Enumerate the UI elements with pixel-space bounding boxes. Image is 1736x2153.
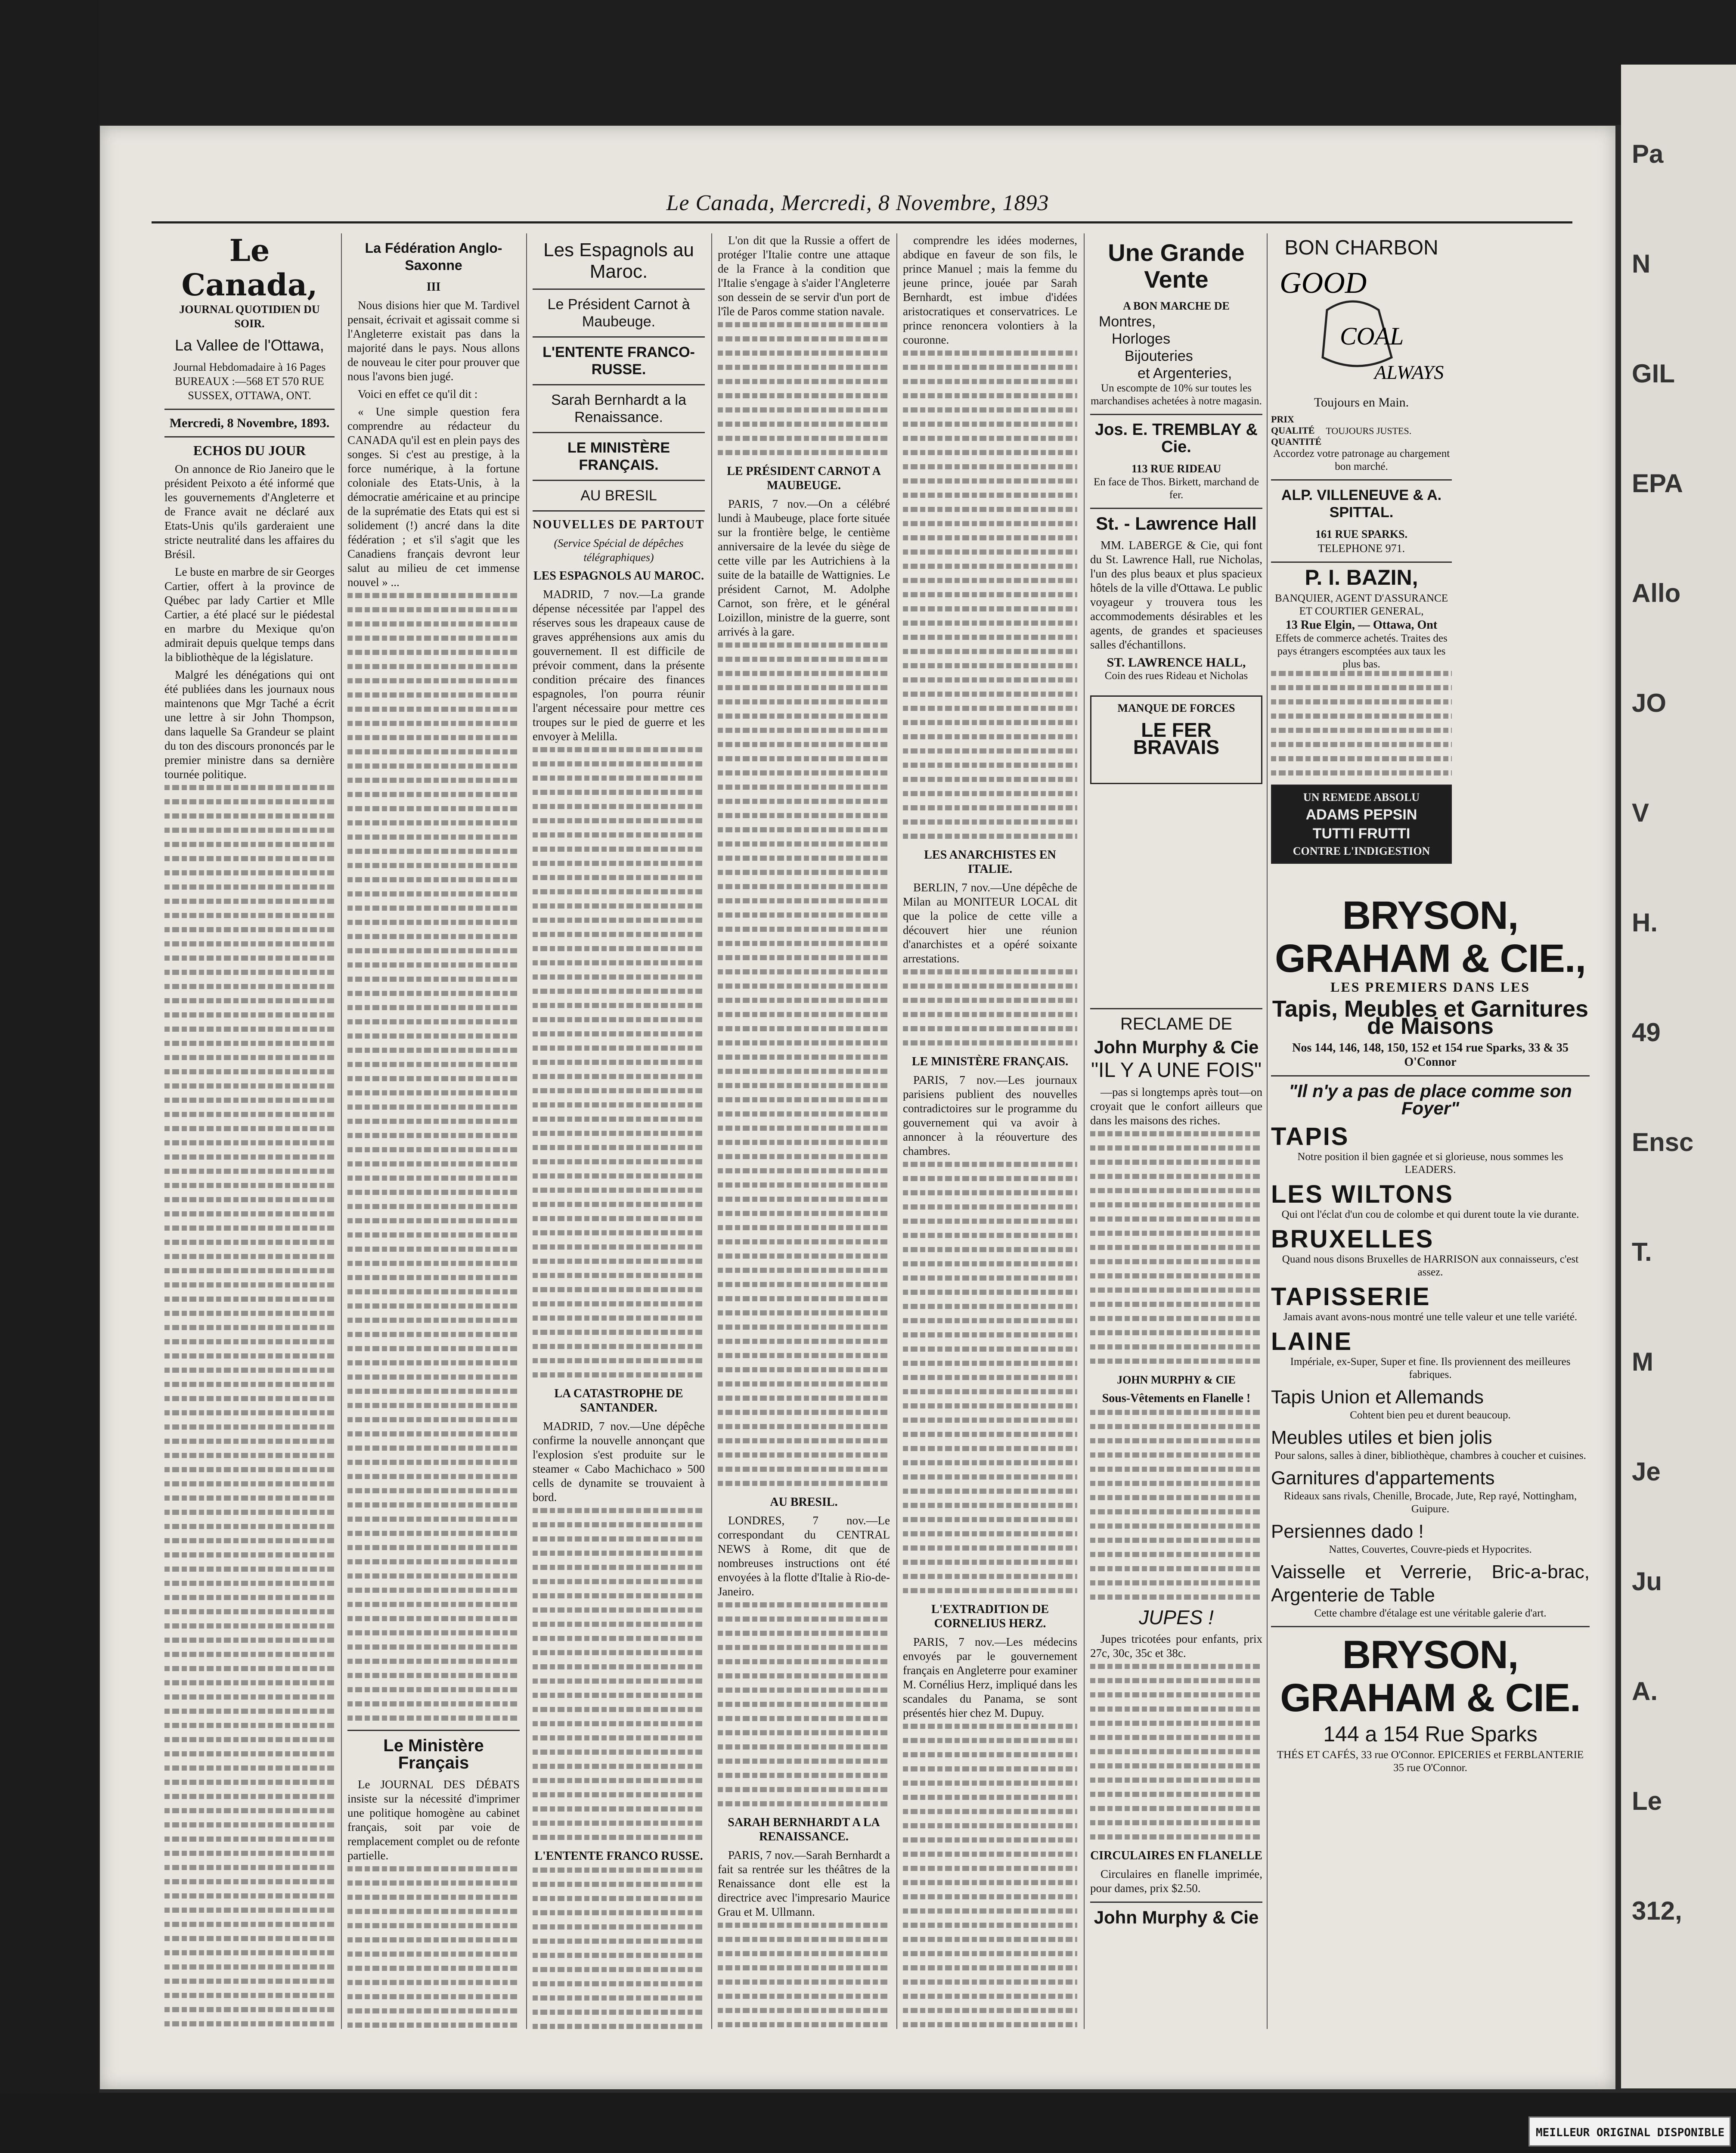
ad-address: Coin des rues Rideau et Nicholas <box>1104 670 1248 682</box>
adjacent-page-fragment: H. <box>1632 908 1658 937</box>
ad-list-item: Bijouteries <box>1125 348 1193 364</box>
coal-lettering: COAL <box>1340 322 1404 350</box>
ad-note: Accordez votre patronage au chargement bon marché. <box>1273 448 1450 472</box>
bryson-item-text: Qui ont l'éclat d'un cou de colombe et qui durent toute la vie durante. <box>1281 1209 1579 1220</box>
adjacent-page-fragment: EPA <box>1632 469 1683 498</box>
ad-company: John Murphy & Cie <box>1094 1907 1259 1927</box>
ad-subheading: BANQUIER, AGENT D'ASSURANCE ET COURTIER GENERAL, <box>1275 593 1448 617</box>
ad-subheading: LES PREMIERS DANS LES <box>1330 979 1530 995</box>
section-heading: SARAH BERNHARDT A LA RENAISSANCE. <box>728 1816 880 1843</box>
ad-headline: RECLAME DE <box>1120 1014 1233 1033</box>
column-7-advertisements <box>1271 233 1590 2033</box>
always-lettering: ALWAYS <box>1374 361 1444 383</box>
illegible-text-block <box>718 322 890 455</box>
ad-company: ST. LAWRENCE HALL, <box>1107 655 1246 670</box>
adjacent-page-fragment: JO <box>1632 689 1667 717</box>
section-heading: LES ESPAGNOLS AU MAROC. <box>533 569 704 583</box>
illegible-text-block <box>903 969 1077 1045</box>
bryson-item-text: Impériale, ex-Super, Super et fine. Ils proviennent des meilleures fabriques. <box>1290 1356 1571 1381</box>
bryson-item-text: Cette chambre d'étalage est une véritable galerie d'art. <box>1314 1607 1547 1619</box>
good-lettering: GOOD <box>1280 267 1367 300</box>
adjacent-page-fragment: Ju <box>1632 1567 1662 1596</box>
article-paragraph: PARIS, 7 nov.—Les journaux parisiens publient des nouvelles contradictoires sur le programme du gouvernement qui va avoir à annoncer à la réouverture des chambres. <box>903 1073 1077 1157</box>
divider <box>1090 1008 1262 1009</box>
divider <box>1090 1902 1262 1903</box>
column-4 <box>718 233 890 2033</box>
film-margin-top <box>0 0 1736 125</box>
quality-stamp: MEILLEUR ORIGINAL DISPONIBLE <box>1528 2116 1731 2147</box>
divider <box>533 289 705 290</box>
adjacent-page-fragments <box>1621 65 1736 1966</box>
adjacent-page-fragment: V <box>1632 798 1649 827</box>
illegible-text-block <box>903 1162 1077 1593</box>
ad-subheading: Toujours en Main. <box>1314 395 1409 410</box>
bryson-headline: BRYSON, GRAHAM & CIE. <box>1280 1633 1581 1720</box>
bryson-item-heading: Vaisselle et Verrerie, Bric-a-brac, Argenterie de Table <box>1271 1561 1590 1606</box>
article-paragraph: « Une simple question fera comprendre au rédacteur du CANADA qu'il est en plein pays des songes. Si c'est au prestige, à la force numérique, à la fortune coloniale des Etats-Unis, à la démocratie américaine et au principe de la suprématie des Etats qui est si solidement (!) ancré dans la dite fédération ; et s'il s'agit que les Canadiens français devront leur salut au milieu de cet immense nouvel » ... <box>347 405 520 589</box>
bryson-item-heading: Tapis Union et Allemands <box>1271 1387 1484 1408</box>
illegible-text-block <box>164 785 335 2033</box>
article-paragraph: L'on dit que la Russie a offert de protéger l'Italie contre une attaque de la France à la condition que l'Italie s'engage à s'aider l'Angleterre son dessein de se servir d'un port de l'île de Paros comme station navale. <box>718 234 890 318</box>
ad-note: En face de Thos. Birkett, marchand de fer. <box>1093 476 1259 501</box>
article-paragraph: BERLIN, 7 nov.—Une dépêche de Milan au MONITEUR LOCAL dit que la police de cette ville a découvert hier une réunion d'anarchistes et a opéré soixante arrestations. <box>903 881 1077 965</box>
article-paragraph: MADRID, 7 nov.—La grande dépense nécessitée par l'appel des réserves sous les drapeaux cause de graves appréhensions aux amis du gouvernement. Il est difficile de prévoir comment, dans la présente condition précaire des finances espagnoles, l'on pourra réunir l'argent nécessaire pour mettre ces troupes sur le pied de guerre et les envoyer à Melilla. <box>533 588 705 743</box>
tagline: JOURNAL QUOTIDIEN DU SOIR. <box>179 303 320 330</box>
ad-headline: St. - Lawrence Hall <box>1096 513 1257 534</box>
bryson-item-text: Cohtent bien peu et durent beaucoup. <box>1350 1409 1511 1421</box>
divider <box>533 480 705 481</box>
article-paragraph: comprendre les idées modernes, abdique en faveur de son fils, le prince Manuel ; mais la femme du jeune prince, jouée par Sarah Bernhardt, est imbue d'idées aristocratiques et conservatrices. Le prince renoncera volontiers à la couronne. <box>903 234 1077 346</box>
divider <box>1271 479 1452 481</box>
illegible-text-block <box>718 642 890 1486</box>
section-heading: AU BRESIL. <box>770 1495 838 1509</box>
ad-slogan: "Il n'y a pas de place comme son Foyer" <box>1289 1081 1572 1118</box>
ad-subheading: CIRCULAIRES EN FLANELLE <box>1090 1849 1262 1862</box>
section-heading: L'ENTENTE FRANCO RUSSE. <box>534 1849 703 1863</box>
divider <box>1090 508 1262 509</box>
column-2 <box>347 233 520 2033</box>
headline: LE MINISTÈRE FRANÇAIS. <box>567 440 670 473</box>
column-divider <box>526 233 527 2029</box>
masthead-rule <box>152 221 1572 223</box>
coal-hand-illustration <box>1271 263 1452 392</box>
ad-headline: TUTTI FRUTTI <box>1312 825 1410 842</box>
article-paragraph: PARIS, 7 nov.—Les médecins envoyés par le gouvernement français en Angleterre pour examiner M. Cornélius Herz, impliqué dans les scandales du Panama, se sont présentés hier chez M. Dupuy. <box>903 1635 1077 1719</box>
price-quality-block <box>1271 414 1452 447</box>
divider <box>1271 562 1452 563</box>
divider <box>1090 414 1262 415</box>
divider <box>533 510 705 512</box>
divider <box>347 1730 520 1731</box>
illegible-text-block <box>1090 1664 1262 1840</box>
adjacent-page-fragment: T. <box>1632 1238 1652 1266</box>
adjacent-page-fragment: 49 <box>1632 1018 1661 1047</box>
section-heading: LA CATASTROPHE DE SANTANDER. <box>554 1387 683 1415</box>
ad-subheading: CONTRE L'INDIGESTION <box>1293 845 1430 857</box>
ad-headline: Tapis, Meubles et Garnitures de Maisons <box>1272 996 1589 1039</box>
article-paragraph: Malgré les dénégations qui ont été publiées dans les journaux nous maintenons que Mgr Taché a écrit une lettre à sir John Thompson, dans laquelle Sa Grandeur se plaint du ton des discours prononcés par le premier ministre dans sa dernière tournée politique. <box>164 668 335 781</box>
adjacent-page-fragment: GIL <box>1632 359 1675 388</box>
divider <box>1271 1626 1590 1627</box>
illegible-text-block <box>347 1866 520 2033</box>
pepsin-ad <box>1271 785 1452 864</box>
adjacent-page-fragment: 312, <box>1632 1896 1682 1925</box>
ad-headline: JUPES ! <box>1139 1606 1214 1629</box>
article-paragraph: Voici en effet ce qu'il dit : <box>358 388 478 400</box>
subtitle: La Vallee de l'Ottawa, <box>175 336 324 354</box>
ad-headline: LE FER BRAVAIS <box>1133 719 1220 758</box>
ad-paragraph: —pas si longtemps après tout—on croyait que le confort ailleurs que dans les maisons des riches. <box>1090 1086 1262 1127</box>
ad-paragraph: Jupes tricotées pour enfants, prix 27c, 30c, 35c et 38c. <box>1090 1632 1262 1660</box>
ad-address: 13 Rue Elgin, — Ottawa, Ont <box>1285 618 1438 632</box>
adjacent-page-fragment: Ensc <box>1632 1128 1694 1157</box>
article-paragraph: Le buste en marbre de sir Georges Cartier, offert à la province de Québec par lady Cartier et Mlle Cartier, a été placé sur le piédestal en marbre du Mexique qu'on admirait depuis quelque temps dans la bibliothèque de la législature. <box>164 565 335 664</box>
column-divider <box>1084 233 1085 2029</box>
bryson-item-list <box>1271 1123 1590 1620</box>
ad-headline: "IL Y A UNE FOIS" <box>1091 1059 1262 1082</box>
adjacent-page-fragment: N <box>1632 249 1651 278</box>
ad-note: Effets de commerce achetés. Traites des pays étrangers escomptées aux taux les plus bas. <box>1275 633 1448 670</box>
ad-subheading: MANQUE DE FORCES <box>1117 702 1235 714</box>
criteria-note: TOUJOURS JUSTES. <box>1326 425 1412 436</box>
criteria-qualite: QUALITÉ <box>1271 425 1315 436</box>
bryson-item-heading: BRUXELLES <box>1271 1225 1434 1253</box>
service-note: (Service Spécial de dépêches télégraphiques) <box>554 537 684 564</box>
ad-subheading: UN REMEDE ABSOLU <box>1303 791 1420 803</box>
article-paragraph: PARIS, 7 nov.—On a célébré lundi à Maubeuge, place forte située sur la frontière belge, le centième anniversaire de la levée du siège de cette ville par les Autrichiens à la suite de la bataille de Wattignies. Le président Carnot, M. Adolphe Carnot, son frère, et le général Loizillon, ministre de la guerre, sont arrivés à la gare. <box>718 497 890 638</box>
ad-signature: JOHN MURPHY & CIE <box>1117 1374 1236 1386</box>
ad-company: P. I. BAZIN, <box>1305 565 1418 589</box>
column-5 <box>903 233 1077 2033</box>
illegible-text-block <box>533 747 705 1377</box>
bureaux: BUREAUX :—568 ET 570 RUE SUSSEX, OTTAWA, ONT. <box>175 375 324 402</box>
bryson-item-heading: LES WILTONS <box>1271 1180 1454 1208</box>
criteria-list <box>1271 414 1321 447</box>
divider <box>1271 1075 1590 1076</box>
ad-company: John Murphy & Cie <box>1094 1037 1259 1057</box>
adjacent-page-fragment: Allo <box>1632 579 1681 608</box>
ad-address: Nos 144, 146, 148, 150, 152 et 154 rue Sparks, 33 & 35 O'Connor <box>1292 1041 1569 1069</box>
article-part: III <box>426 280 441 294</box>
bryson-item-text: Rideaux sans rivals, Chenille, Brocade, Jute, Rep rayé, Nottingham, Guipure. <box>1283 1490 1577 1515</box>
illegible-text-block <box>1090 1410 1262 1600</box>
page-masthead: Le Canada, Mercredi, 8 Novembre, 1893 <box>666 191 1049 215</box>
ad-address: 161 RUE SPARKS. <box>1315 528 1408 540</box>
column-1 <box>164 233 335 2033</box>
film-margin-bottom <box>0 2093 1736 2153</box>
ad-paragraph: MM. LABERGE & Cie, qui font du St. Lawrence Hall, rue Nicholas, l'un des plus beaux et plus spacieux hôtels de la ville d'Ottawa. Le public voyageur y trouvera tous les accommodements désirables et les agents, de grandes et spacieuses salles d'échantillons. <box>1090 539 1262 651</box>
headline: L'ENTENTE FRANCO-RUSSE. <box>542 344 695 378</box>
bryson-item-text: Quand nous disons Bruxelles de HARRISON aux connaisseurs, c'est assez. <box>1282 1253 1579 1278</box>
adjacent-page-fragment: M <box>1632 1347 1653 1376</box>
article-paragraph: PARIS, 7 nov.—Sarah Bernhardt a fait sa rentrée sur les théâtres de la Renaissance dont elle est la directrice avec l'impresario Maurice Grau et M. Ullmann. <box>718 1849 890 1918</box>
bryson-item-heading: TAPISSERIE <box>1271 1283 1431 1311</box>
adjacent-page-fragment: Pa <box>1632 140 1664 168</box>
headline: Les Espagnols au Maroc. <box>543 239 694 282</box>
article-paragraph: MADRID, 7 nov.—Une dépêche confirme la nouvelle annonçant que l'explosion s'est produite sur le steamer « Cabo Machichaco » 500 cells de dynamite se trouvaient à bord. <box>533 1420 705 1504</box>
column-6-advertisements <box>1090 233 1262 2033</box>
headline: AU BRESIL <box>580 487 657 504</box>
ad-headline: BON CHARBON <box>1284 236 1438 259</box>
bryson-headline: BRYSON, GRAHAM & CIE., <box>1275 893 1586 980</box>
ad-footer: THÉS ET CAFÉS, 33 rue O'Connor. EPICERIES et FERBLANTERIE 35 rue O'Connor. <box>1277 1749 1584 1774</box>
column-divider <box>896 233 897 2029</box>
illegible-text-block <box>1090 1131 1262 1364</box>
article-paragraph: Le JOURNAL DES DÉBATS insiste sur la nécessité d'imprimer une politique homogène au cabinet français, soit par voie de remplacement complet ou de refonte partielle. <box>347 1778 520 1862</box>
ad-company: ALP. VILLENEUVE & A. SPITTAL. <box>1281 487 1442 521</box>
bryson-item-heading: TAPIS <box>1271 1123 1349 1151</box>
column-divider <box>711 233 712 2029</box>
ad-list-item: et Argenteries, <box>1138 365 1232 382</box>
ad-list-item: Horloges <box>1112 331 1171 347</box>
fer-bravais-ad <box>1090 695 1262 784</box>
section-heading: NOUVELLES DE PARTOUT <box>533 518 705 531</box>
illegible-text-block <box>903 351 1077 839</box>
divider <box>533 432 705 433</box>
article-paragraph: On annonce de Rio Janeiro que le président Peixoto a été informé que les gouvernements d'Angleterre et de France avait ne déclaré aux Etats-Unis qu'ils garderaient une stricte neutralité dans les affaires du Brésil. <box>164 462 335 561</box>
adjacent-page-fragment: Le <box>1632 1787 1662 1815</box>
bryson-item-text: Jamais avant avons-nous montré une telle valeur et une telle variété. <box>1283 1311 1578 1323</box>
weekly-note: Journal Hebdomadaire à 16 Pages <box>173 361 326 373</box>
adjacent-page-fragment: Je <box>1632 1457 1661 1486</box>
illegible-text-block <box>718 1602 890 1806</box>
article-paragraph: Nous disions hier que M. Tardivel pensait, écrivait et agissait comme si l'Angleterre existait pas dans la majorité dans le pays. Nous allons de nouveau le citer pour prouver que nous l'avons bien jugé. <box>347 299 520 383</box>
headline: Le Président Carnot à Maubeuge. <box>547 296 690 330</box>
ad-paragraph: Circulaires en flanelle imprimée, pour dames, prix $2.50. <box>1090 1868 1262 1895</box>
article-paragraph: LONDRES, 7 nov.—Le correspondant du CENTRAL NEWS à Rome, dit que de nombreuses instructions ont été envoyées à la flotte d'Italie à Rio-de-Janeiro. <box>718 1514 890 1598</box>
ad-note: Un escompte de 10% sur toutes les marchandises achetées à notre magasin. <box>1091 382 1262 407</box>
bryson-item-text: Pour salons, salles à diner, bibliothèque, chambres à coucher et cuisines. <box>1274 1450 1586 1461</box>
ad-address: 144 a 154 Rue Sparks <box>1323 1722 1538 1746</box>
bryson-item-heading: Garnitures d'appartements <box>1271 1467 1495 1489</box>
column-divider <box>341 233 342 2029</box>
divider <box>164 436 335 437</box>
article-title: La Fédération Anglo-Saxonne <box>365 240 502 273</box>
illegible-text-block <box>1271 671 1452 776</box>
section-heading: L'EXTRADITION DE CORNELIUS HERZ. <box>931 1603 1049 1630</box>
section-heading: ECHOS DU JOUR <box>193 443 306 458</box>
coal-ad <box>1271 233 1452 868</box>
divider <box>164 409 335 410</box>
newspaper-title: Le Canada, <box>181 233 318 303</box>
bryson-item-heading: Persiennes dado ! <box>1271 1521 1424 1542</box>
ad-list-item: Montres, <box>1099 313 1156 330</box>
illegible-text-block <box>347 593 520 1721</box>
headline: Sarah Bernhardt a la Renaissance. <box>551 392 686 425</box>
bryson-item-text: Notre position il bien gagnée et si glorieuse, nous sommes les LEADERS. <box>1297 1151 1563 1176</box>
issue-date: Mercredi, 8 Novembre, 1893. <box>169 416 330 430</box>
ad-item-list <box>1090 313 1262 382</box>
divider <box>533 336 705 338</box>
ad-subheading: Sous-Vêtements en Flanelle ! <box>1102 1392 1251 1405</box>
illegible-text-block <box>903 1724 1077 2033</box>
bryson-item-text: Nattes, Couvertes, Couvre-pieds et Hypocrites. <box>1329 1544 1532 1555</box>
bryson-item-heading: LAINE <box>1271 1328 1352 1356</box>
ad-subheading: A BON MARCHE DE <box>1123 300 1230 312</box>
adjacent-page-fragment: A. <box>1632 1677 1658 1706</box>
criteria-quantite: QUANTITÉ <box>1271 436 1322 447</box>
divider <box>533 384 705 385</box>
section-heading: Le Ministère Français <box>383 1736 484 1772</box>
ad-address: 113 RUE RIDEAU <box>1131 462 1221 475</box>
ad-headline: Une Grande Vente <box>1108 239 1245 293</box>
section-heading: LE MINISTÈRE FRANÇAIS. <box>911 1055 1069 1068</box>
illegible-text-block <box>533 1868 705 2033</box>
section-heading: LE PRÉSIDENT CARNOT A MAUBEUGE. <box>727 465 881 492</box>
column-divider <box>1267 233 1268 2029</box>
newspaper-page <box>100 126 1615 2089</box>
adjacent-page-edge <box>1621 65 1736 2088</box>
illegible-text-block <box>533 1508 705 1840</box>
criteria-prix: PRIX <box>1271 414 1294 425</box>
ad-company: Jos. E. TREMBLAY & Cie. <box>1095 421 1258 456</box>
bryson-item-heading: Meubles utiles et bien jolis <box>1271 1427 1492 1448</box>
ad-phone: TELEPHONE 971. <box>1318 542 1405 555</box>
film-margin-left <box>0 0 99 2153</box>
ad-headline: ADAMS PEPSIN <box>1305 807 1417 823</box>
column-3 <box>533 233 705 2033</box>
section-heading: LES ANARCHISTES EN ITALIE. <box>924 848 1056 876</box>
illegible-text-block <box>718 1923 890 2033</box>
